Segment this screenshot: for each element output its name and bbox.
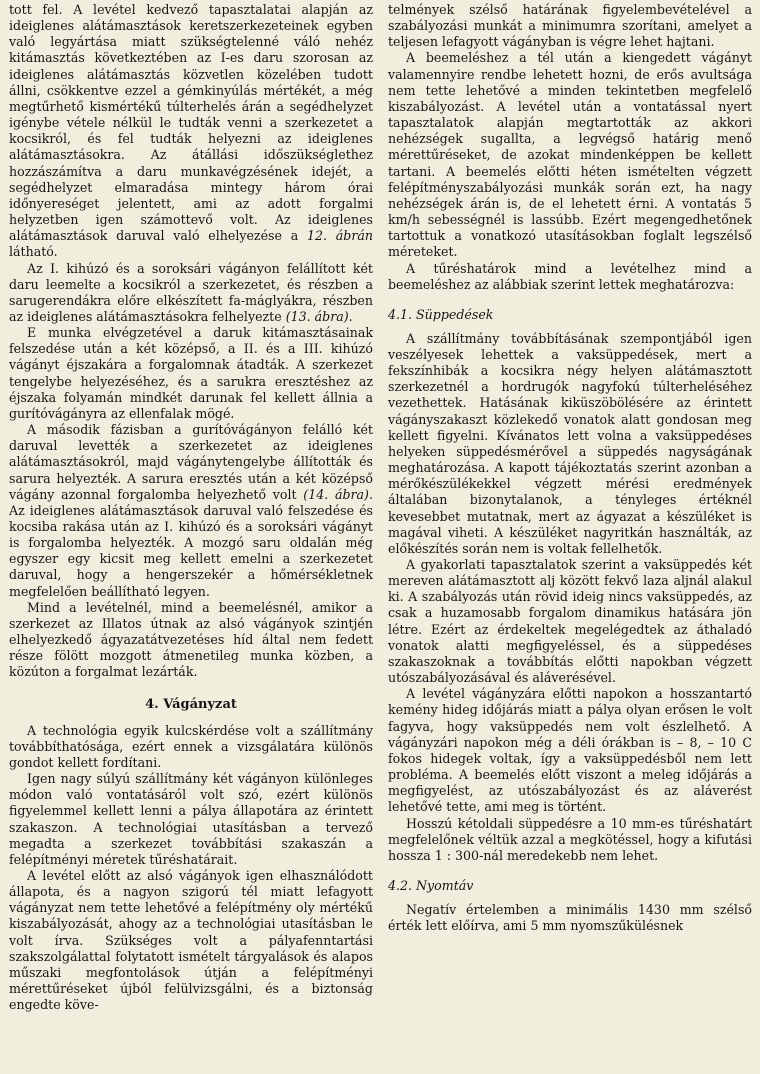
subsection-heading: 4.1. Süppedések [388,306,494,322]
paragraph: Negatív értelemben a minimális 1430 mm szélső érték lett előírva, ami 5 mm nyomszűkülésnek [388,901,752,934]
paragraph-text: látható. [9,244,58,260]
left-column [9,2,373,1074]
paragraph-text: A második fázisban a gurítóvágányon felálló két daruval levették a szerkezetet az ideiglenes alátámasztásokról, majd vágánytengelybe állították és sarura helyezték. A sarura eresztés után a két középső vágány azonnal forgalomba helyezhető volt [9,422,373,502]
paragraph: A technológia egyik kulcskérdése volt a szállítmány továbbíthatósága, ezért ennek a vizsgálatára különös gondot kellett fordítani. [9,722,373,770]
paragraph [9,422,373,600]
paragraph: Mind a levételnél, mind a beemelésnél, amikor a szerkezet az Illatos útnak az alsó vágányok szintjén elhelyezkedő ágyazatátvezetéses híd által nem fedett része fölött mozgott átmenetileg munka közben, a közúton a forgalmat lezárták. [9,599,373,680]
paragraph [9,2,373,261]
figure-reference: (13. ábra) [285,308,349,324]
paragraph: A gyakorlati tapasztalatok szerint a vaksüppedés két mereven alátámasztott alj között fekvő laza aljnál alakul ki. A szabályozás után rövid ideig nincs vaksüppedés, az csak a huzamosabb forgalom dinamikus hatására jön létre. Ezért az érdekeltek megelégedtek az áthaladó vonatok alatti megfigyeléssel, és a süppedéses szakaszoknak a továbbítás előtti napokban végzett utószabályozásával és aláverésével. [388,557,752,686]
paragraph: A beemeléshez a tél után a kiengedett vágányt valamennyire rendbe lehetett hozni, de erős avultsága nem tette lehetővé a minden tekintetben megfelelő kiszabályozást. A levétel után a vontatással nyert tapasztalatok alapján megtartották az akkori nehézségek sugallta, a legvégső határig menő mérettűréseket, de azokat mindenképpen be kellett tartani. A beemelés előtti héten ismételten végzett felépítményszabályozási munkák során ezt, ha nagy nehézségek árán is, de el lehetett érni. A vontatás 5 km/h sebességnél is lassúbb. Ezért megengedhetőnek tartottuk a vonatkozó utasításokban foglalt legszélső méreteket. [388,50,752,260]
paragraph: A levétel vágányzára előtti napokon a hosszantartó kemény hideg időjárás miatt a pálya olyan erősen le volt fagyva, hogy vaksüppedés nem volt észlelhető. A vágányzári napokon még a déli órákban is – 8, – 10 C fokos hidegek voltak, így a vaksüppedésből nem lett probléma. A beemelés előtt viszont a meleg időjárás a megfigyelést, az utószabályozást és az aláverést lehetővé tette, ami meg is történt. [388,686,752,815]
paragraph: A szállítmány továbbításának szempontjából igen veszélyesek lehettek a vaksüppedések, mert a fekszínhibák a kocsikra négy helyen alátámasztott szerkezetnél a hordrugók nagyfokú túlterheléséhez vezethettek. Hatásának kiküszöbölésére az érintett vágányszakaszt közlekedő vonatok alatt gondosan meg kellett figyelni. Kívánatos lett volna a vaksüppedéses helyeken süppedésmérővel a süppedés nagyságának meghatározása. A kapott tájékoztatás szerint azonban a mérőkészülékekkel végzett mérési eredmények általában bizonytalanok, a tényleges értéknél kevesebbet mutatnak, mert az ágyazat a készüléket is magával viheti. A készüléket nagyritkán használták, az előkészítés során nem is voltak fellelhetők. [388,330,752,556]
subsection-heading: 4.2. Nyomtáv [388,877,474,893]
paragraph: A tűréshatárok mind a levételhez mind a beemeléshez az alábbiak szerint lettek meghatározva: [388,260,752,292]
right-column [388,2,752,1074]
paragraph [9,261,373,326]
paragraph-text: Az I. kihúzó és a soroksári vágányon felállított két daru leemelte a kocsikról a szerkezetet, és részben a sarugerendákra előre elkészített fa-máglyákra, részben az ideiglenes alátámasztásokra felhelyezte [9,260,373,324]
paragraph: Hosszú kétoldali süppedésre a 10 mm-es tűréshatárt megfelelőnek véltük azzal a megkötéssel, hogy a kifutási hossza 1 : 300-nál meredekebb nem lehet. [388,815,752,863]
figure-reference: (14. ábra) [303,486,369,502]
section-heading: 4. Vágányzat [145,696,237,712]
paragraph: E munka elvégzetével a daruk kitámasztásainak felszedése után a két középső, a II. és a III. kihúzó vágányt éjszakára a forgalomnak átadták. A szerkezet tengelybe helyezéséhez, és a sarukra eresztéshez az éjszaka folyamán mindkét darunak fel kellett állnia a gurítóvágányra az ellenfalak mögé. [9,325,373,421]
paragraph: Igen nagy súlyú szállítmány két vágányon különleges módon való vontatásáról volt szó, ezért különös figyelemmel kellett lenni a pálya állapotára az érintett szakaszon. A technológiai utasításban a tervező megadta a szerkezet továbbítási szakaszán a felépítményi méretek tűréshatárait. [9,771,373,867]
paragraph-text: . Az ideiglenes alátámasztások daruval való felszedése és kocsiba rakása után az I. kihúzó és a soroksári vágányt is forgalomba helyezték. A mozgó saru oldalán még egyszer egy kicsit meg kellett emelni a szerkezetet daruval, hogy a hengerszekér a hőmérsékletnek megfelelően beállítható legyen. [9,486,373,599]
paragraph-text: . [348,308,353,324]
paragraph: telmények szélső határának figyelembevételével a szabályozási munkát a minimumra szorítani, amelyet a teljesen lefagyott vágányban is végre lehet hajtani. [388,2,752,50]
paragraph-text: tott fel. A levétel kedvező tapasztalatai alapján az ideiglenes alátámasztások keretszerkezeteinek egyben való legyártása miatt szükségtelenné váló nehéz kitámasztás következtében az I-es daru szorosan az ideiglenes alátámasztás közvetlen közelében tudott állni, csökkentve ezzel a gémkinyúlás mértékét, a még megtűrhető kismértékű túlterhelés árán a segédhelyzet igénybe vétele nélkül le tudták venni a szerkezetet a kocsikról, és fel tudták helyezni az ideiglenes alátámasztásokra. Az átállási időszükséglethez hozzászámítva a daru munkavégzésének idejét, a segédhelyzet elmaradása mintegy három órai időnyereséget jelentett, ami az adott forgalmi helyzetben igen számottevő volt. Az ideiglenes alátámasztások daruval való elhelyezése a [9,2,373,244]
paragraph: A levétel előtt az alsó vágányok igen elhasználódott állapota, és a nagyon szigorú tél miatt lefagyott vágányzat nem tette lehetővé a felépítmény oly mértékű kiszabályozását, ahogy az a technológiai utasításban le volt írva. Szükséges volt a pályafenntartási szakszolgálattal folytatott ismételt tárgyalások és alapos műszaki megfontolások útján a felépítményi mérettűréseket újból felülvizsgálni, és a biztonság engedte köve- [9,867,373,1013]
figure-reference: 12. ábrán [306,228,373,244]
